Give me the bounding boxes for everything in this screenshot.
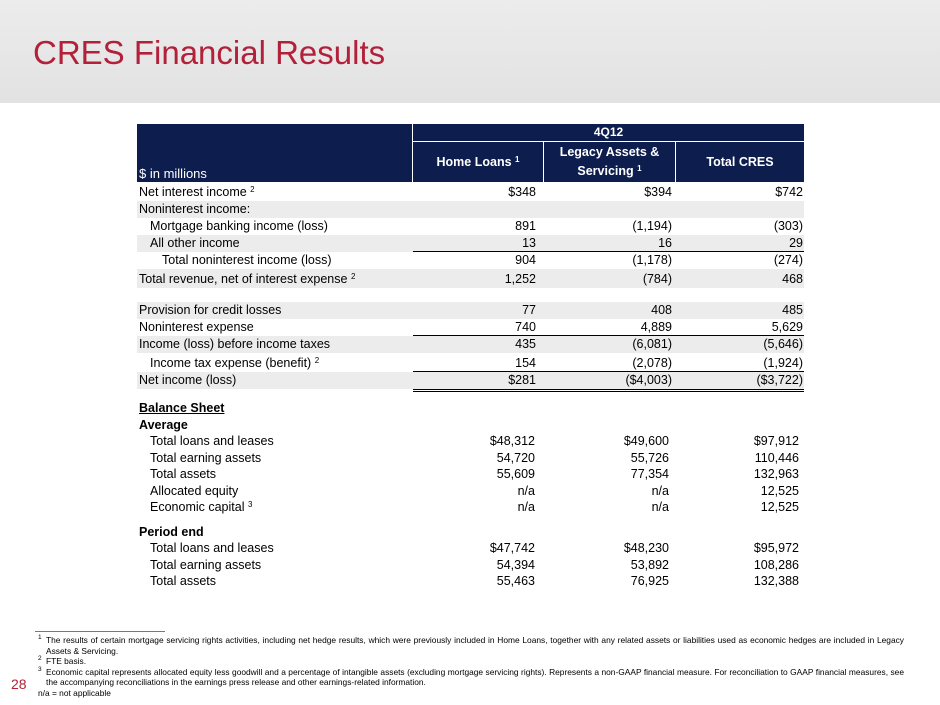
table-row: Total earning assets 54,394 53,892 108,286 xyxy=(150,557,799,572)
table-row: Provision for credit losses 77 408 485 xyxy=(139,303,803,317)
footnote: 3 Economic capital represents allocated equity less goodwill and a percentage of intangible assets (excluding mortgage servicing rights). Represents a non-GAAP financial measure. For reconciliation to GAAP financial measures, see the accompanying reconciliations in the earnings press release and other earnings-related information. xyxy=(38,665,904,688)
balance-sheet-title: Balance Sheet xyxy=(139,401,225,415)
average-heading-row xyxy=(137,417,804,434)
table-row: Mortgage banking income (loss) 891 (1,194) (303) xyxy=(150,219,803,233)
average-heading: Average xyxy=(139,417,188,432)
table-row: Economic capital $^3$ n/a n/a 12,525 xyxy=(150,500,799,514)
period-end-heading: Period end xyxy=(139,524,204,539)
table-row: Total assets 55,463 76,925 132,388 xyxy=(150,574,799,588)
total-double-rule-bottom xyxy=(413,391,804,392)
table-row: Income tax expense (benefit) $^2$ 154 (2,078) (1,924) xyxy=(150,356,803,370)
balance-sheet-section xyxy=(137,400,804,590)
table-row: Total loans and leases $48,312 $49,600 $97,912 xyxy=(150,434,799,448)
footnote-divider xyxy=(35,631,165,632)
table-row: Total assets 55,609 77,354 132,963 xyxy=(150,467,799,481)
row-spacer xyxy=(137,516,804,524)
table-row: Total noninterest income (loss) 904 (1,178) (274) xyxy=(162,253,803,267)
footnote: n/a = not applicable xyxy=(38,687,111,698)
units-header-cell xyxy=(137,124,412,182)
period-end-heading-row xyxy=(137,524,804,541)
table-row: Total earning assets 54,720 55,726 110,446 xyxy=(150,450,799,465)
income-statement-table xyxy=(137,124,804,389)
table-row: Noninterest expense 740 4,889 5,629 xyxy=(139,320,803,334)
slide-title: CRES Financial Results xyxy=(33,34,386,71)
column-header-legacy-assets: Legacy Assets & Servicing $^1$ xyxy=(544,142,675,182)
balance-sheet-title-row xyxy=(137,400,804,417)
page-number: 28 xyxy=(11,676,27,692)
table-header xyxy=(137,124,804,182)
footnote: 1 The results of certain mortgage servicing rights activities, including net hedge results, which were previously included in Home Loans, together with any related assets or liabilities used as economic hedges are included in Legacy Assets & Servicing. xyxy=(38,634,904,656)
footnotes xyxy=(38,635,904,699)
footnote: 2 FTE basis. xyxy=(38,655,87,667)
table-row: Noninterest income: xyxy=(137,201,804,218)
table-row: Net interest income $^2$ $348 $394 $742 xyxy=(139,185,803,199)
total-double-rule-top xyxy=(413,389,804,390)
table-row: All other income 13 16 29 xyxy=(137,235,804,252)
column-header-total-cres: Total CRES xyxy=(676,142,804,182)
units-label: $ in millions xyxy=(139,166,207,181)
column-header-home-loans: Home Loans $^1$ xyxy=(413,142,543,182)
period-header: 4Q12 xyxy=(413,124,804,141)
row-spacer xyxy=(137,288,804,302)
table-row: Income (loss) before income taxes 435 (6,081) (5,646) xyxy=(139,337,803,351)
table-row: Total revenue, net of interest expense $^2$ 1,252 (784) 468 xyxy=(137,269,804,288)
table-row: Net income (loss) $281 ($4,003) ($3,722) xyxy=(137,372,804,389)
table-row: Allocated equity n/a n/a 12,525 xyxy=(150,483,799,498)
table-row: Total loans and leases $47,742 $48,230 $95,972 xyxy=(150,541,799,555)
